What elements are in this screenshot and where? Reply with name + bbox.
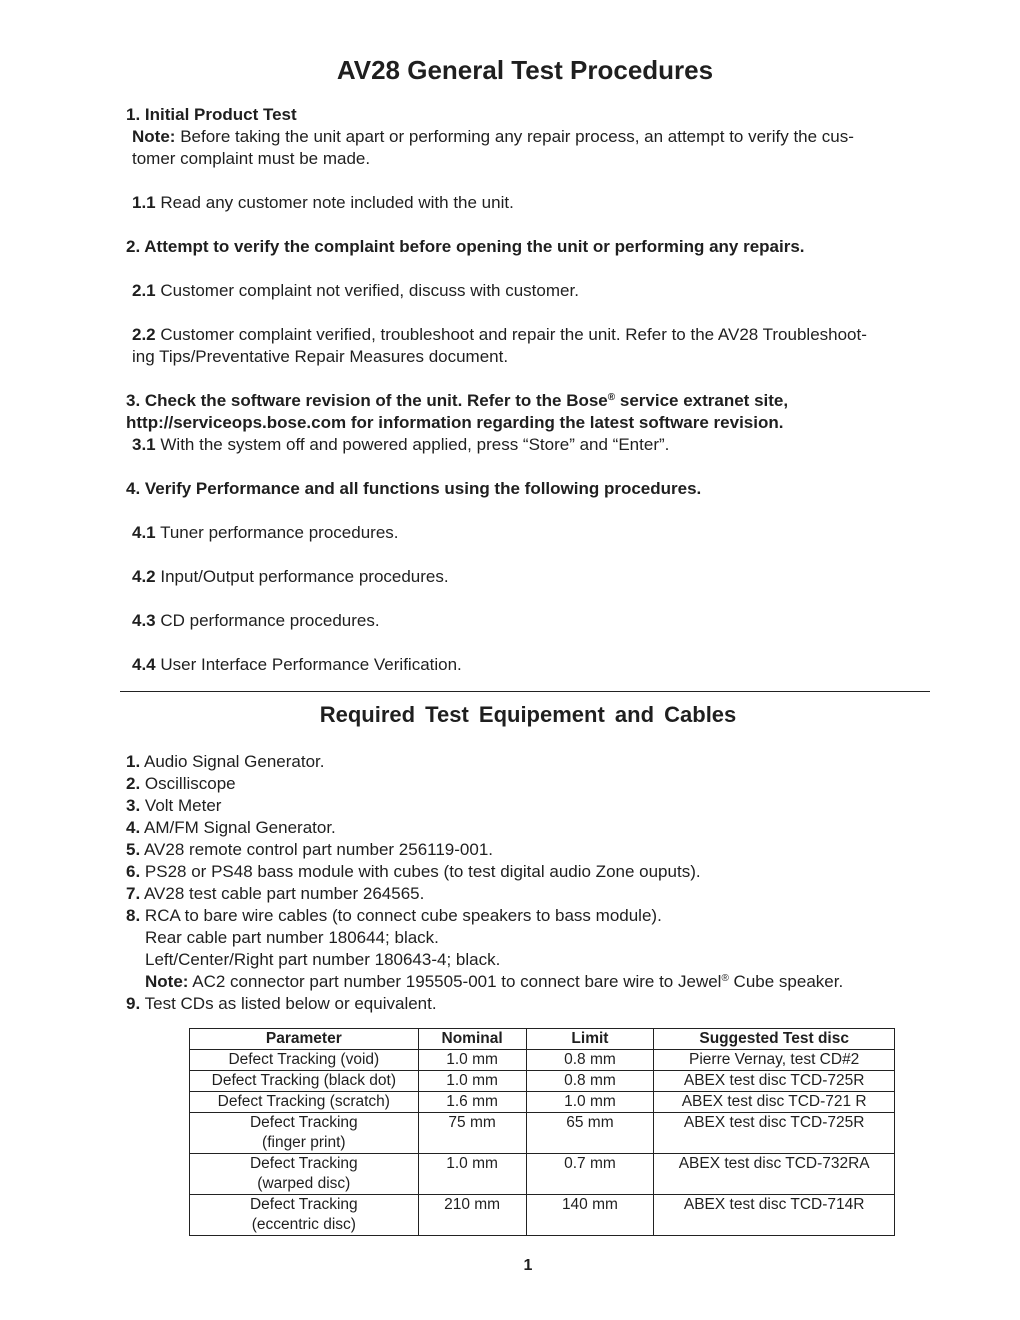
- table-row: [190, 1050, 895, 1071]
- section-3-heading-cont: http://serviceops.bose.com for information regarding the latest software revision.: [126, 413, 784, 432]
- parameter-line: Defect Tracking: [249, 1196, 358, 1213]
- item-8-note: [145, 971, 843, 993]
- step-4-1: [132, 522, 399, 544]
- step-2-2-cont: ing Tips/Preventative Repair Measures document.: [132, 347, 509, 366]
- test-disc-table: [189, 1028, 895, 1236]
- step-text: CD performance procedures.: [160, 611, 380, 630]
- limit-cell: 0.8 mm: [526, 1050, 654, 1071]
- section-1-heading: 1. Initial Product Test: [126, 105, 297, 124]
- table-row: [190, 1092, 895, 1113]
- equipment-item: [126, 861, 701, 883]
- item-number: 5.: [126, 840, 141, 859]
- step-number: 4.3: [132, 611, 156, 630]
- step-text: Read any customer note included with the unit.: [160, 193, 514, 212]
- parameter-detail: (finger print): [262, 1134, 346, 1151]
- parameter-line: Defect Tracking: [249, 1114, 358, 1131]
- page-title: AV28 General Test Procedures: [336, 55, 714, 85]
- step-text: Customer complaint verified, troubleshoot and repair the unit. Refer to the AV28 Troubleshoot-: [160, 325, 867, 344]
- column-header-limit: Limit: [526, 1029, 654, 1050]
- disc-cell: ABEX test disc TCD-714R: [654, 1195, 895, 1236]
- registered-mark: ®: [721, 973, 729, 984]
- equipment-item: [126, 905, 662, 927]
- equipment-item: [126, 817, 336, 839]
- table-row: [190, 1195, 895, 1236]
- item-text: AV28 test cable part number 264565.: [143, 884, 425, 903]
- section-divider: [120, 691, 930, 692]
- item-text: PS28 or PS48 bass module with cubes (to test digital audio Zone ouputs).: [144, 862, 701, 881]
- item-number: 9.: [126, 994, 141, 1013]
- item-text: Volt Meter: [144, 796, 222, 815]
- section-3-heading: [126, 390, 788, 412]
- item-text: Oscilliscope: [144, 774, 236, 793]
- item-text: RCA to bare wire cables (to connect cube speakers to bass module).: [144, 906, 662, 925]
- item-number: 1.: [126, 752, 141, 771]
- parameter-line: Defect Tracking (black dot): [211, 1072, 396, 1089]
- disc-cell: ABEX test disc TCD-725R: [654, 1071, 895, 1092]
- section-3-heading-text-end: service extranet site,: [615, 391, 789, 410]
- equipment-item: [126, 839, 493, 861]
- column-header-parameter: Parameter: [190, 1029, 419, 1050]
- equipment-item: [126, 795, 221, 817]
- step-number: 2.1: [132, 281, 156, 300]
- step-2-1: [132, 280, 579, 302]
- parameter-cell: [190, 1071, 419, 1092]
- parameter-cell: [190, 1195, 419, 1236]
- section-1-note-cont: tomer complaint must be made.: [132, 149, 371, 168]
- parameter-line: Defect Tracking (scratch): [217, 1093, 390, 1110]
- item-text: AV28 remote control part number 256119-001.: [143, 840, 494, 859]
- limit-cell: 1.0 mm: [526, 1092, 654, 1113]
- item-number: 6.: [126, 862, 141, 881]
- note-label: Note:: [132, 127, 176, 146]
- nominal-cell: 1.6 mm: [418, 1092, 526, 1113]
- section-2-heading: 2. Attempt to verify the complaint before opening the unit or performing any repairs.: [126, 237, 805, 256]
- note-text: Before taking the unit apart or performing any repair process, an attempt to verify the cus-: [180, 127, 854, 146]
- item-number: 7.: [126, 884, 141, 903]
- step-number: 1.1: [132, 193, 156, 212]
- column-header-nominal: Nominal: [418, 1029, 526, 1050]
- nominal-cell: 1.0 mm: [418, 1154, 526, 1195]
- limit-cell: 0.7 mm: [526, 1154, 654, 1195]
- equipment-item: [126, 993, 437, 1015]
- parameter-detail: (warped disc): [257, 1175, 351, 1192]
- note-text-end: Cube speaker.: [728, 972, 844, 991]
- disc-cell: ABEX test disc TCD-725R: [654, 1113, 895, 1154]
- equipment-item: [126, 751, 325, 773]
- section-4-heading: 4. Verify Performance and all functions using the following procedures.: [126, 479, 702, 498]
- table-row: [190, 1071, 895, 1092]
- table-header-row: [190, 1029, 895, 1050]
- parameter-cell: [190, 1113, 419, 1154]
- step-4-2: [132, 566, 449, 588]
- limit-cell: 140 mm: [526, 1195, 654, 1236]
- item-8-rear-cable: Rear cable part number 180644; black.: [145, 928, 439, 947]
- step-number: 4.4: [132, 655, 156, 674]
- item-number: 4.: [126, 818, 141, 837]
- step-text: Tuner performance procedures.: [160, 523, 399, 542]
- limit-cell: 65 mm: [526, 1113, 654, 1154]
- item-number: 8.: [126, 906, 141, 925]
- parameter-cell: [190, 1154, 419, 1195]
- registered-mark: ®: [607, 392, 616, 403]
- step-text: Input/Output performance procedures.: [160, 567, 449, 586]
- note-text: AC2 connector part number 195505-001 to connect bare wire to Jewel: [192, 972, 722, 991]
- nominal-cell: 75 mm: [418, 1113, 526, 1154]
- parameter-line: Defect Tracking: [249, 1155, 358, 1172]
- step-2-2: [132, 324, 867, 346]
- item-text: AM/FM Signal Generator.: [143, 818, 336, 837]
- disc-cell: Pierre Vernay, test CD#2: [654, 1050, 895, 1071]
- equipment-item: [126, 883, 424, 905]
- parameter-line: Defect Tracking (void): [228, 1051, 380, 1068]
- disc-cell: ABEX test disc TCD-721 R: [654, 1092, 895, 1113]
- item-8-lcr-cable: Left/Center/Right part number 180643-4; black.: [145, 950, 501, 969]
- table-row: [190, 1113, 895, 1154]
- page-number: 1: [523, 1257, 533, 1274]
- item-number: 3.: [126, 796, 141, 815]
- step-text: Customer complaint not verified, discuss with customer.: [160, 281, 579, 300]
- step-number: 4.2: [132, 567, 156, 586]
- step-3-1: [132, 434, 669, 456]
- step-4-4: [132, 654, 462, 676]
- item-number: 2.: [126, 774, 141, 793]
- column-header-suggested-disc: Suggested Test disc: [654, 1029, 895, 1050]
- disc-cell: ABEX test disc TCD-732RA: [654, 1154, 895, 1195]
- nominal-cell: 210 mm: [418, 1195, 526, 1236]
- item-text: Test CDs as listed below or equivalent.: [144, 994, 437, 1013]
- nominal-cell: 1.0 mm: [418, 1050, 526, 1071]
- section-1-note: [132, 126, 854, 148]
- step-number: 2.2: [132, 325, 156, 344]
- step-1-1: [132, 192, 514, 214]
- step-4-3: [132, 610, 380, 632]
- note-label: Note:: [145, 972, 189, 991]
- parameter-cell: [190, 1092, 419, 1113]
- limit-cell: 0.8 mm: [526, 1071, 654, 1092]
- parameter-detail: (eccentric disc): [251, 1216, 356, 1233]
- equipment-heading: Required Test Equipement and Cables: [319, 702, 737, 727]
- parameter-cell: [190, 1050, 419, 1071]
- step-text: With the system off and powered applied, press “Store” and “Enter”.: [160, 435, 670, 454]
- section-3-heading-text: 3. Check the software revision of the unit. Refer to the Bose: [126, 391, 608, 410]
- step-number: 4.1: [132, 523, 156, 542]
- nominal-cell: 1.0 mm: [418, 1071, 526, 1092]
- step-text: User Interface Performance Verification.: [160, 655, 462, 674]
- table-row: [190, 1154, 895, 1195]
- equipment-item: [126, 773, 236, 795]
- step-number: 3.1: [132, 435, 156, 454]
- item-text: Audio Signal Generator.: [143, 752, 325, 771]
